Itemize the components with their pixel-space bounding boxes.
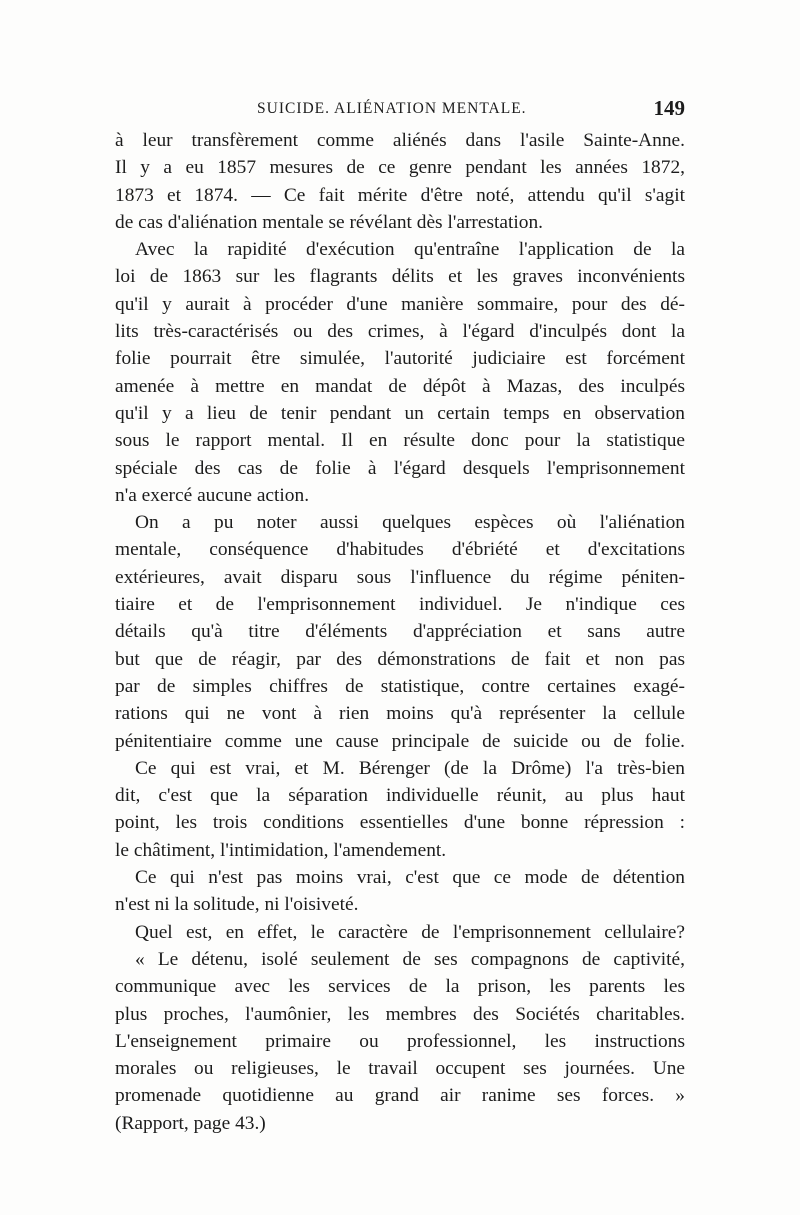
text-line: L'enseignement primaire ou professionnel, les instructions <box>115 1030 685 1052</box>
text-line: but que de réagir, par des démonstrations de fait et non pas <box>115 648 685 670</box>
text-line: Quel est, en effet, le caractère de l'emprisonnement cellulaire? <box>135 921 685 943</box>
text-line: Avec la rapidité d'exécution qu'entraîne l'application de la <box>135 239 685 261</box>
text-line: lits très-caractérisés ou des crimes, à l'égard d'inculpés dont la <box>115 321 685 343</box>
text-line: Il y a eu 1857 mesures de ce genre pendant les années 1872, <box>115 157 685 179</box>
text-line: n'a exercé aucune action. <box>115 484 310 506</box>
text-line: le châtiment, l'intimidation, l'amendement. <box>115 839 447 861</box>
text-line: plus proches, l'aumônier, les membres des Sociétés charitables. <box>115 1003 685 1025</box>
page-number: 149 <box>653 96 685 120</box>
body-text <box>115 127 685 1137</box>
text-line: amenée à mettre en mandat de dépôt à Mazas, des inculpés <box>115 375 685 397</box>
text-line: (Rapport, page 43.) <box>115 1112 266 1134</box>
text-line: pénitentiaire comme une cause principale de suicide ou de folie. <box>115 730 685 752</box>
text-line: qu'il y aurait à procéder d'une manière sommaire, pour des dé- <box>115 293 685 315</box>
text-line: communique avec les services de la prison, les parents les <box>115 976 685 998</box>
text-line: folie pourrait être simulée, l'autorité judiciaire est forcément <box>115 348 685 370</box>
text-line: 1873 et 1874. — Ce fait mérite d'être noté, attendu qu'il s'agit <box>115 184 685 206</box>
text-line: qu'il y a lieu de tenir pendant un certain temps en observation <box>115 402 685 424</box>
text-line: loi de 1863 sur les flagrants délits et les graves inconvénients <box>115 266 685 288</box>
text-line: Ce qui est vrai, et M. Bérenger (de la Drôme) l'a très-bien <box>135 757 685 779</box>
text-line: « Le détenu, isolé seulement de ses compagnons de captivité, <box>135 948 685 970</box>
text-line: Ce qui n'est pas moins vrai, c'est que ce mode de détention <box>135 867 685 889</box>
text-line: point, les trois conditions essentielles d'une bonne répression : <box>115 812 685 834</box>
text-line: détails qu'à titre d'éléments d'appréciation et sans autre <box>115 621 685 643</box>
running-title: SUICIDE. ALIÉNATION MENTALE. <box>257 100 527 117</box>
text-line: promenade quotidienne au grand air ranime ses forces. » <box>115 1085 685 1107</box>
text-line: mentale, conséquence d'habitudes d'ébriété et d'excitations <box>115 539 685 561</box>
text-line: dit, c'est que la séparation individuelle réunit, au plus haut <box>115 785 685 807</box>
text-line: sous le rapport mental. Il en résulte donc pour la statistique <box>115 430 685 452</box>
text-line: On a pu noter aussi quelques espèces où l'aliénation <box>135 512 685 534</box>
page-header <box>115 96 685 126</box>
text-line: extérieures, avait disparu sous l'influence du régime péniten- <box>115 566 685 588</box>
text-line: de cas d'aliénation mentale se révélant dès l'arrestation. <box>115 211 544 233</box>
text-line: par de simples chiffres de statistique, contre certaines exagé- <box>115 675 685 697</box>
text-line: n'est ni la solitude, ni l'oisiveté. <box>115 894 359 916</box>
text-line: à leur transfèrement comme aliénés dans l'asile Sainte-Anne. <box>115 130 685 151</box>
text-line: rations qui ne vont à rien moins qu'à représenter la cellule <box>115 703 685 725</box>
text-line: spéciale des cas de folie à l'égard desquels l'emprisonnement <box>115 457 685 479</box>
text-line: morales ou religieuses, le travail occupent ses journées. Une <box>115 1058 685 1080</box>
text-line: tiaire et de l'emprisonnement individuel. Je n'indique ces <box>115 594 685 616</box>
